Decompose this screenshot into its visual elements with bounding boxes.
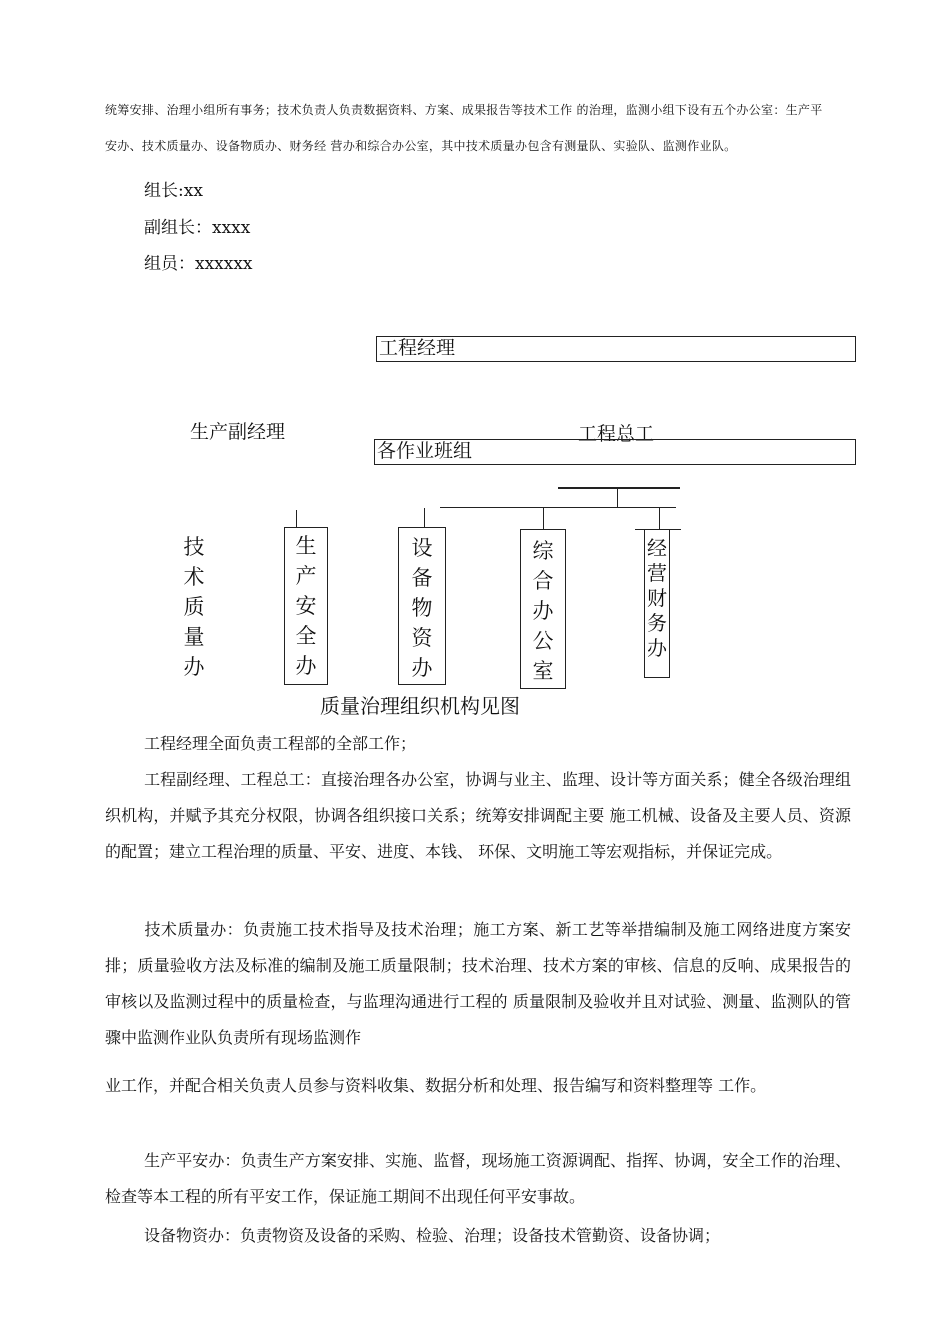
work-teams-box — [374, 439, 856, 465]
tick-production-safety — [296, 510, 297, 527]
paragraph-tech-quality-text: 技术质量办：负责施工技术指导及技术治理；施工方案、新工艺等举措编制及施工网络进度方案安排；质量验收方法及标准的编制及施工质量限制；技术治理、技术方案的审核、信息的反响、成果报告的审核以及监测过程中的质量检查，与监理沟通进行工程的 质量限制及验收并且对试验、测量、监测队的管骤中监测作业队负责所有现场监测作 — [105, 920, 851, 1047]
business-finance-office-box — [644, 530, 670, 678]
members-line: 组员：xxxxxx — [144, 254, 253, 274]
paragraph-production-safety — [105, 1143, 851, 1215]
production-safety-office-box — [284, 527, 328, 685]
production-safety-office-label: 生产安全办 — [295, 534, 317, 678]
chief-engineer-label: 工程总工 — [578, 423, 655, 445]
connector-top-bar — [558, 487, 680, 489]
paragraph-deputy-chief — [105, 762, 851, 870]
general-office-label: 综合办公室 — [532, 539, 554, 683]
intro-line-2: 安办、技术质量办、设备物质办、财务经 营办和综合办公室，其中技术质量办包含有测量队、实验队、监测作业队。 — [105, 139, 737, 153]
paragraph-tech-quality-cont-text: 业工作，并配合相关负责人员参与资料收集、数据分析和处理、报告编写和资料整理等 工作。 — [105, 1076, 767, 1095]
paragraph-project-manager-text: 工程经理全面负责工程部的全部工作； — [144, 734, 417, 753]
project-manager-label: 工程经理 — [379, 337, 456, 359]
deputy-leader-line: 副组长：xxxx — [144, 218, 251, 238]
paragraph-tech-quality — [105, 912, 851, 1056]
connector-horizontal — [440, 507, 676, 508]
equipment-material-office-box — [398, 527, 446, 685]
general-office-box — [520, 529, 566, 689]
equipment-material-office-label: 设备物资办 — [411, 536, 433, 680]
org-chart-caption: 质量治理组织机构见图 — [320, 694, 520, 718]
intro-line-1: 统筹安排、治理小组所有事务；技术负责人负责数据资料、方案、成果报告等技术工作 的治理，监测小组下设有五个办公室：生产平 — [105, 103, 823, 117]
paragraph-production-safety-text: 生产平安办：负责生产方案安排、实施、监督，现场施工资源调配、指挥、协调，安全工作的治理、检查等本工程的所有平安工作，保证施工期间不出现任何平安事故。 — [105, 1151, 851, 1206]
work-teams-label: 各作业班组 — [377, 440, 473, 462]
paragraph-equipment-material — [105, 1218, 851, 1254]
tick-business-finance — [659, 508, 660, 530]
paragraph-equipment-material-text: 设备物资办：负责物资及设备的采购、检验、治理；设备技术管勤资、设备协调； — [144, 1226, 721, 1245]
tick-general-office — [543, 508, 544, 529]
connector-stem — [617, 488, 618, 508]
project-manager-box — [376, 336, 856, 362]
paragraph-project-manager — [105, 726, 851, 762]
business-finance-office-label: 经营财务办 — [647, 536, 667, 660]
tech-quality-office-label: 技术质量办 — [183, 535, 205, 679]
paragraph-deputy-chief-text: 工程副经理、工程总工：直接治理各办公室，协调与业主、监理、设计等方面关系；健全各级治理组织机构，并赋予其充分权限，协调各组织接口关系；统筹安排调配主要 施工机械、设备及主要人员、资源的配置；建立工程治理的质量、平安、进度、本钱、 环保、文明施工等宏观指标，并保证完成。 — [105, 770, 851, 861]
paragraph-tech-quality-cont — [105, 1068, 851, 1104]
production-deputy-label: 生产副经理 — [190, 421, 286, 443]
leader-line: 组长:xx — [144, 181, 203, 201]
tick-equipment — [424, 508, 425, 527]
